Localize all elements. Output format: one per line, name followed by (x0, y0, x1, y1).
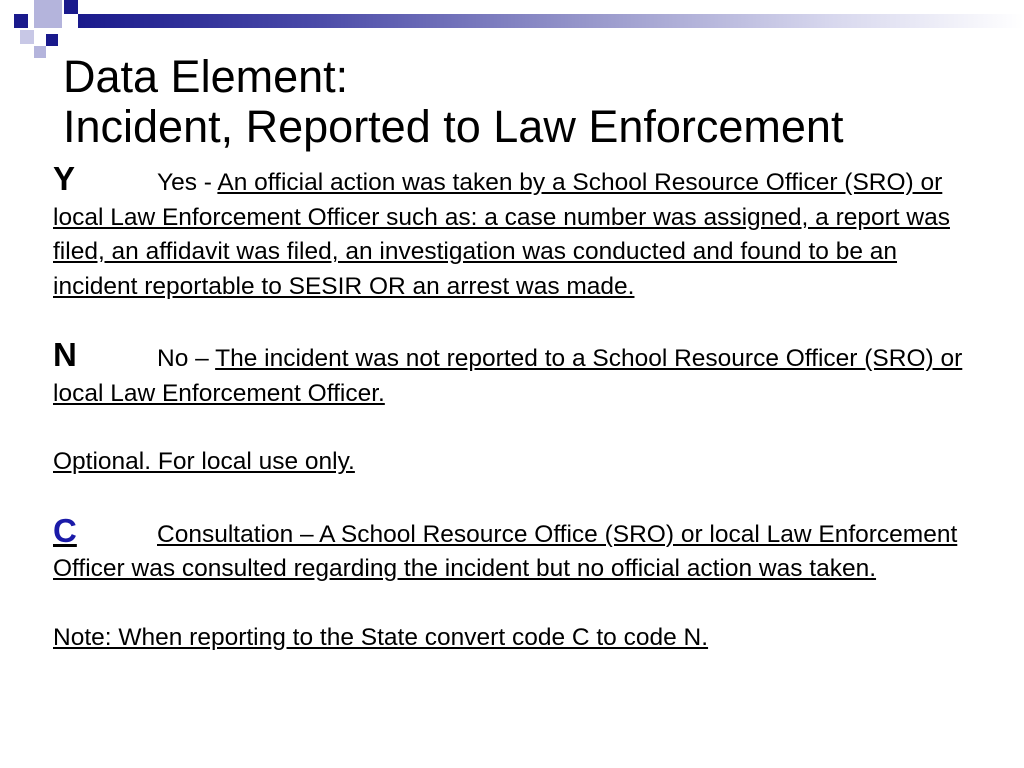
decor-square-navy (14, 14, 28, 28)
code-y-letter: Y (53, 160, 76, 197)
code-n-label: No – (157, 345, 216, 372)
spacer (53, 304, 983, 338)
spacer (53, 587, 983, 621)
slide-body (53, 162, 983, 655)
spacer (53, 411, 983, 445)
decor-square-lavender (34, 0, 62, 28)
optional-note-text: Optional. For local use only. (53, 448, 355, 475)
code-c-description: Consultation – A School Resource Office (SRO) or local Law Enforcement Officer was consulted regarding the incident but no official action was taken. (53, 520, 958, 582)
title-line-2: Incident, Reported to Law Enforcement (63, 101, 844, 152)
code-n-paragraph (53, 338, 983, 411)
code-n-description: The incident was not reported to a School Resource Officer (SRO) or local Law Enforcement Officer. (53, 345, 963, 407)
title-line-1: Data Element: (63, 51, 349, 102)
code-c-paragraph (53, 511, 983, 587)
code-c-letter: C (53, 511, 77, 549)
state-note (53, 621, 983, 656)
code-y-paragraph (53, 162, 983, 304)
state-note-text: Note: When reporting to the State convert code C to code N. (53, 623, 709, 651)
header-gradient-bar (78, 14, 1024, 28)
spacer (53, 480, 983, 514)
code-y-label: Yes - (157, 169, 218, 196)
decor-square-navy-small (46, 34, 58, 46)
code-y-description: An official action was taken by a School Resource Officer (SRO) or local Law Enforcement Officer such as: a case number was assigned, a report was filed, an affidavit was filed, an investigation was conducted and found to be an incident reportable to SESIR OR an arrest was made. (53, 169, 950, 300)
code-n-letter: N (53, 336, 77, 373)
decor-square-navy-corner (64, 0, 78, 14)
slide-title (63, 52, 1003, 152)
decor-square-lavender-bottom (34, 46, 46, 58)
optional-note (53, 445, 983, 480)
decor-square-lavender-small (20, 30, 34, 44)
